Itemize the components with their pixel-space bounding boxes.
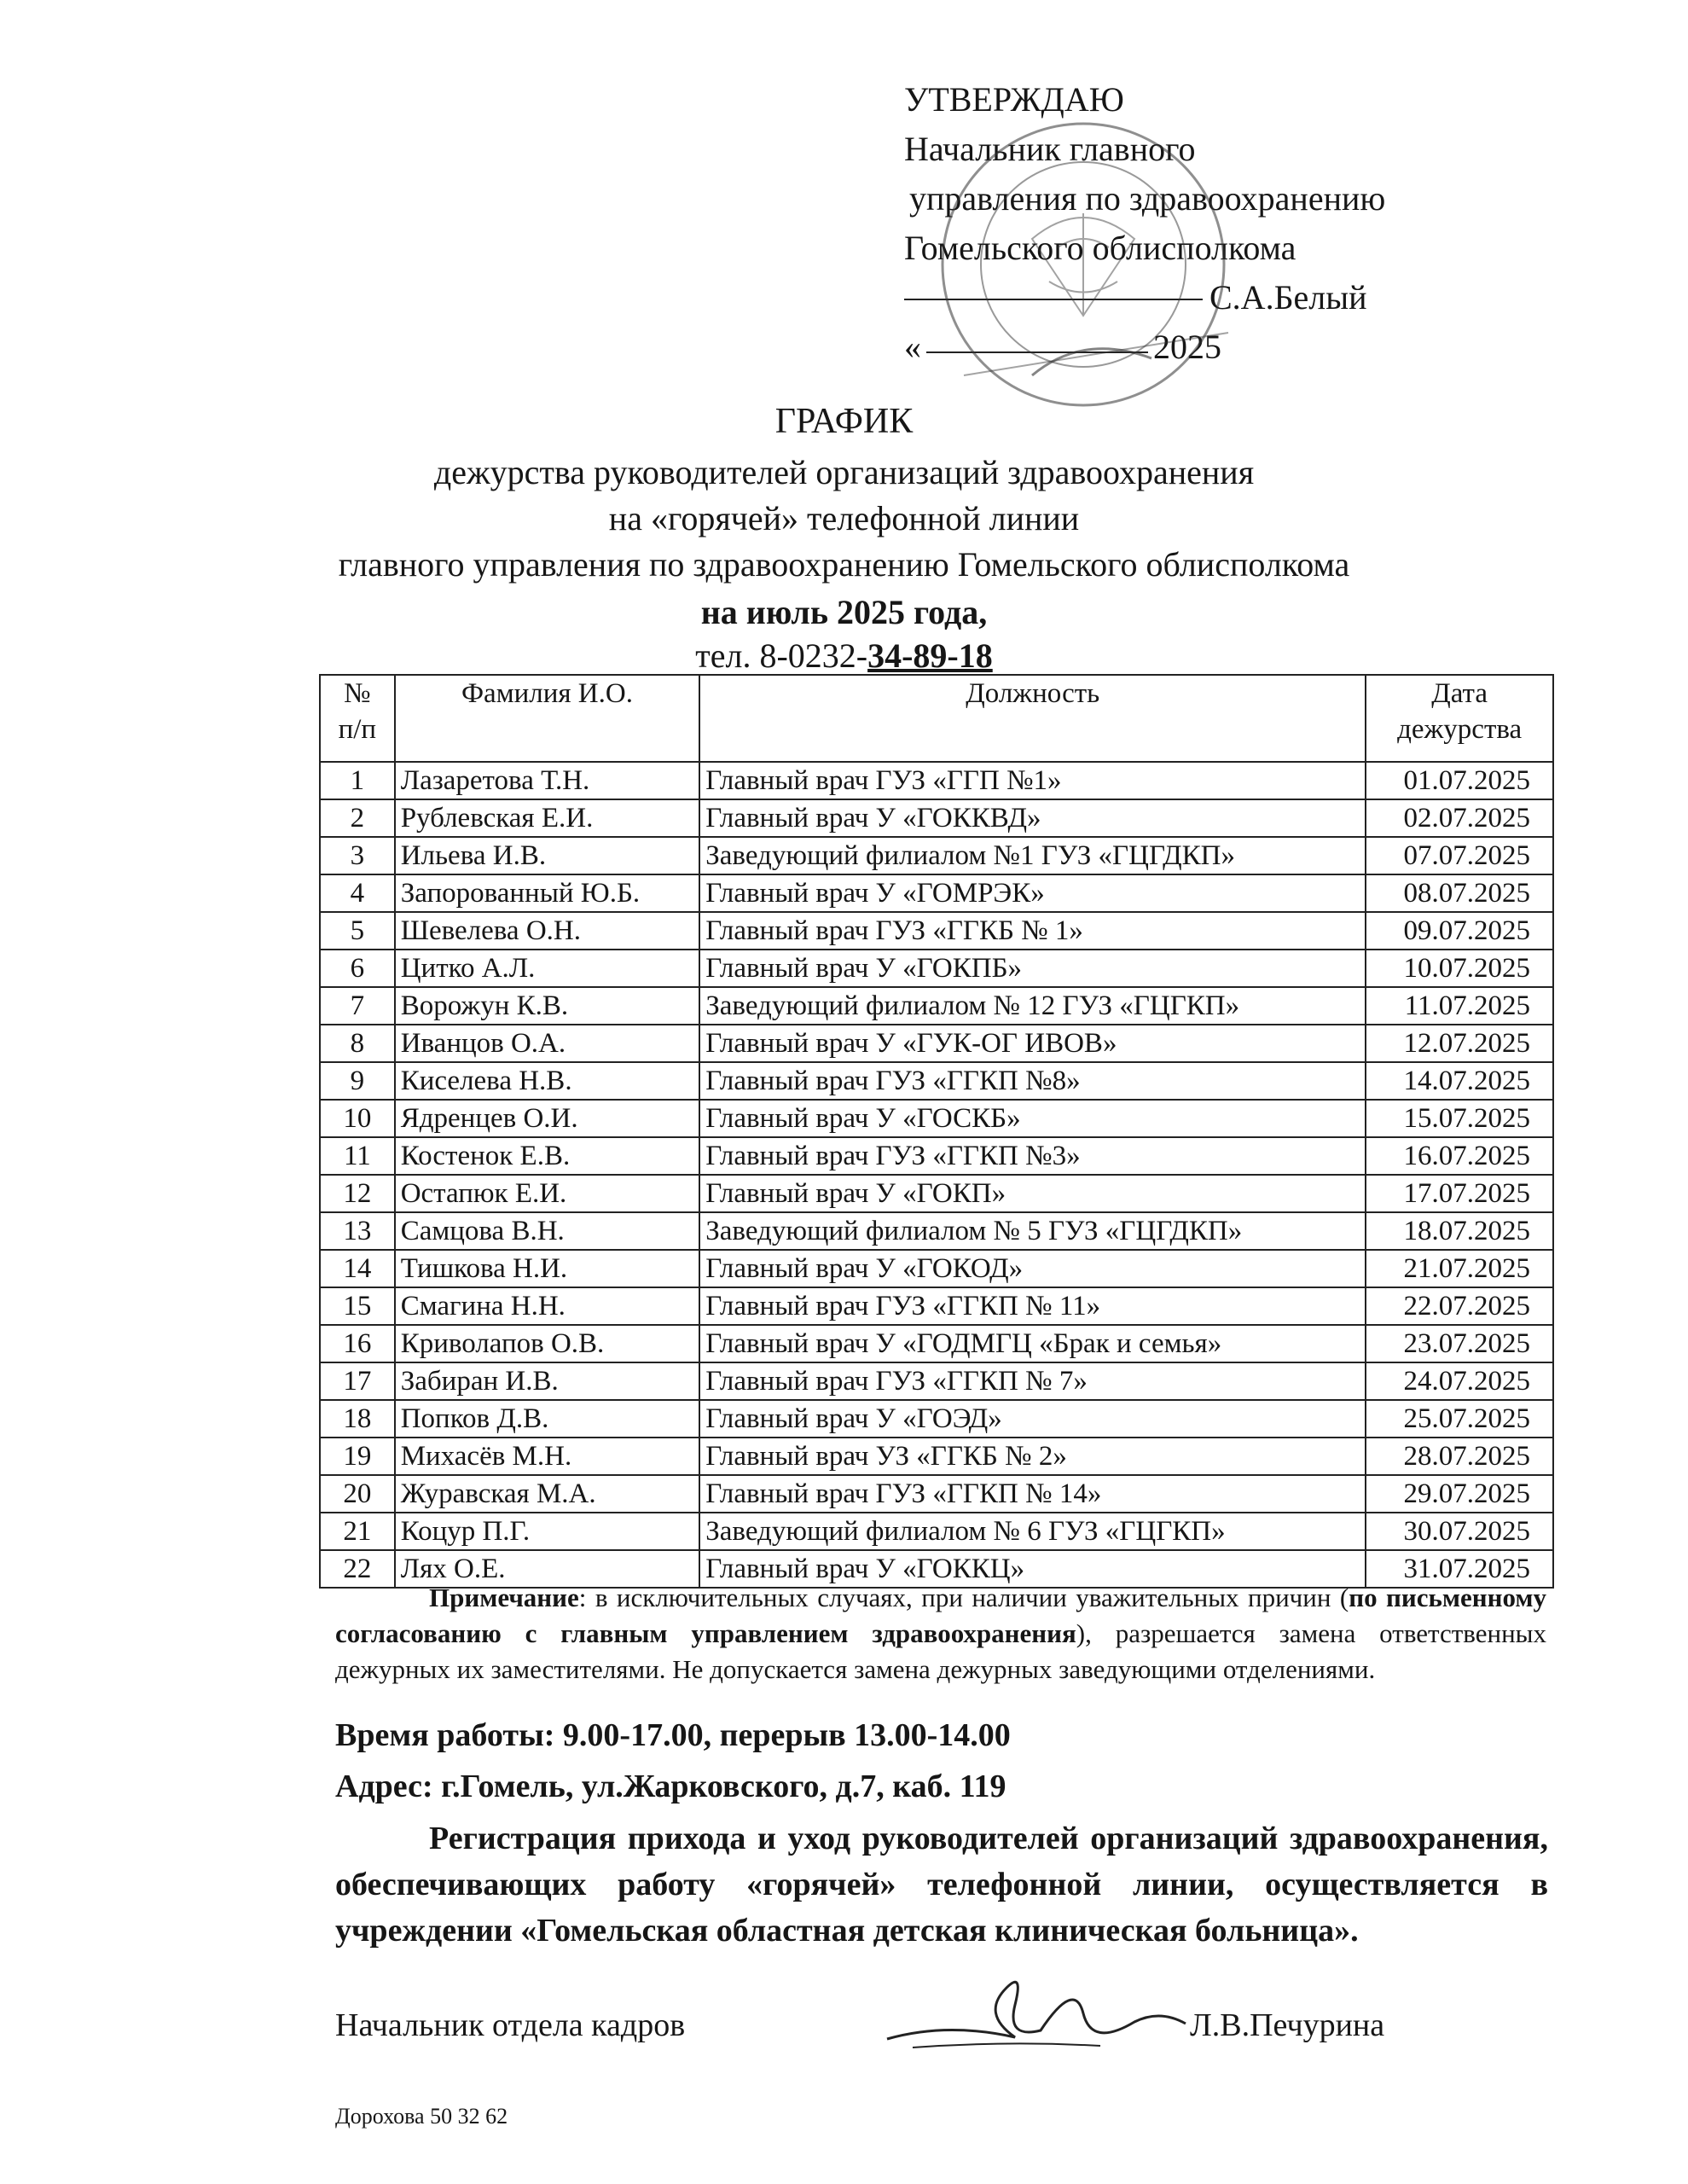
row-name: Лазаретова Т.Н.	[395, 762, 700, 799]
row-name: Смагина Н.Н.	[395, 1287, 700, 1325]
row-position: Главный врач ГУЗ «ГГКБ № 1»	[699, 912, 1366, 950]
row-num: 14	[320, 1250, 395, 1287]
header-name: Фамилия И.О.	[395, 675, 700, 762]
table-row	[320, 1362, 1553, 1400]
row-position: Главный врач У «ГОККВД»	[699, 799, 1366, 837]
row-date: 12.07.2025	[1366, 1025, 1553, 1062]
row-position: Главный врач УЗ «ГГКБ № 2»	[699, 1438, 1366, 1475]
row-date: 09.07.2025	[1366, 912, 1553, 950]
row-name: Михасёв М.Н.	[395, 1438, 700, 1475]
table-row	[320, 1100, 1553, 1137]
phone-prefix: тел. 8-0232-	[695, 636, 868, 675]
row-name: Ворожун К.В.	[395, 987, 700, 1025]
row-date: 28.07.2025	[1366, 1438, 1553, 1475]
row-position: Главный врач У «ГУК-ОГ ИВОВ»	[699, 1025, 1366, 1062]
row-name: Попков Д.В.	[395, 1400, 700, 1438]
row-date: 24.07.2025	[1366, 1362, 1553, 1400]
table-row	[320, 837, 1553, 874]
table-body	[320, 762, 1553, 1588]
row-date: 23.07.2025	[1366, 1325, 1553, 1362]
row-position: Главный врач У «ГОКОД»	[699, 1250, 1366, 1287]
registration-text: Регистрация прихода и уход руководителей организаций здравоохранения, обеспечивающих работу «горячей» телефонной линии, осуществляется в учреждении «Гомельская областная детская клиническая больница».	[335, 1821, 1548, 1949]
table-row	[320, 1400, 1553, 1438]
table-row	[320, 762, 1553, 799]
row-position: Главный врач У «ГОКПБ»	[699, 950, 1366, 987]
table-row	[320, 912, 1553, 950]
row-num: 6	[320, 950, 395, 987]
row-num: 15	[320, 1287, 395, 1325]
document-phone	[0, 636, 1688, 676]
address: Адрес: г.Гомель, ул.Жарковского, д.7, каб. 119	[335, 1769, 1006, 1804]
approval-line-1: Начальник главного	[904, 130, 1196, 168]
row-num: 13	[320, 1212, 395, 1250]
row-position: Заведующий филиалом № 5 ГУЗ «ГЦГДКП»	[699, 1212, 1366, 1250]
row-date: 11.07.2025	[1366, 987, 1553, 1025]
row-num: 22	[320, 1550, 395, 1588]
table-row	[320, 799, 1553, 837]
row-name: Цитко А.Л.	[395, 950, 700, 987]
row-num: 9	[320, 1062, 395, 1100]
row-name: Остапюк Е.И.	[395, 1175, 700, 1212]
row-num: 12	[320, 1175, 395, 1212]
row-date: 14.07.2025	[1366, 1062, 1553, 1100]
row-date: 15.07.2025	[1366, 1100, 1553, 1137]
row-name: Ядренцев О.И.	[395, 1100, 700, 1137]
row-position: Главный врач У «ГОЭД»	[699, 1400, 1366, 1438]
header-num: № п/п	[320, 675, 395, 762]
row-num: 4	[320, 874, 395, 912]
row-date: 10.07.2025	[1366, 950, 1553, 987]
row-position: Главный врач У «ГОККЦ»	[699, 1550, 1366, 1588]
document-subtitle-2: на «горячей» телефонной линии	[608, 499, 1080, 537]
official-seal-stamp	[930, 119, 1237, 410]
row-name: Самцова В.Н.	[395, 1212, 700, 1250]
table-row	[320, 1438, 1553, 1475]
row-position: Заведующий филиалом № 6 ГУЗ «ГЦГКП»	[699, 1513, 1366, 1550]
row-name: Лях О.Е.	[395, 1550, 700, 1588]
row-date: 17.07.2025	[1366, 1175, 1553, 1212]
header-date: Дата дежурства	[1366, 675, 1553, 762]
document-title: ГРАФИК	[774, 402, 914, 441]
table-row	[320, 1062, 1553, 1100]
row-name: Ильева И.В.	[395, 837, 700, 874]
row-position: Главный врач У «ГОДМГЦ «Брак и семья»	[699, 1325, 1366, 1362]
phone-number: 34-89-18	[867, 636, 993, 675]
approval-line-3: Гомельского облисполкома	[904, 229, 1296, 267]
row-date: 30.07.2025	[1366, 1513, 1553, 1550]
signature-name: Л.В.Печурина	[1190, 2007, 1385, 2043]
row-num: 3	[320, 837, 395, 874]
registration-paragraph	[335, 1815, 1548, 1954]
row-position: Заведующий филиалом №1 ГУЗ «ГЦГДКП»	[699, 837, 1366, 874]
row-num: 7	[320, 987, 395, 1025]
table-header-row	[320, 675, 1553, 762]
table-row	[320, 1175, 1553, 1212]
document-subtitle-3: главного управления по здравоохранению Гомельского облисполкома	[338, 545, 1350, 584]
row-position: Главный врач ГУЗ «ГГКП № 7»	[699, 1362, 1366, 1400]
note-bold: по письменному согласованию с главным управлением здравоохранения	[335, 1583, 1546, 1648]
row-name: Костенок Е.В.	[395, 1137, 700, 1175]
row-position: Заведующий филиалом № 12 ГУЗ «ГЦГКП»	[699, 987, 1366, 1025]
row-position: Главный врач ГУЗ «ГГКП №3»	[699, 1137, 1366, 1175]
row-num: 20	[320, 1475, 395, 1513]
row-name: Иванцов О.А.	[395, 1025, 700, 1062]
document-author: Дорохова 50 32 62	[335, 2104, 508, 2129]
table-row	[320, 1513, 1553, 1550]
row-date: 01.07.2025	[1366, 762, 1553, 799]
table-row	[320, 1250, 1553, 1287]
row-num: 19	[320, 1438, 395, 1475]
row-name: Журавская М.А.	[395, 1475, 700, 1513]
approval-line-2: управления по здравоохранению	[909, 179, 1386, 218]
row-position: Главный врач ГУЗ «ГГКП № 11»	[699, 1287, 1366, 1325]
row-name: Шевелева О.Н.	[395, 912, 700, 950]
row-name: Забиран И.В.	[395, 1362, 700, 1400]
header-position: Должность	[699, 675, 1366, 762]
working-hours: Время работы: 9.00-17.00, перерыв 13.00-14.00	[335, 1717, 1011, 1753]
table-row	[320, 1287, 1553, 1325]
table-row	[320, 1025, 1553, 1062]
approval-signer: С.А.Белый	[1209, 278, 1367, 317]
row-date: 02.07.2025	[1366, 799, 1553, 837]
row-num: 8	[320, 1025, 395, 1062]
table-row	[320, 987, 1553, 1025]
table-row	[320, 1212, 1553, 1250]
row-position: Главный врач ГУЗ «ГГКП № 14»	[699, 1475, 1366, 1513]
row-name: Киселева Н.В.	[395, 1062, 700, 1100]
document-period: на июль 2025 года,	[700, 593, 988, 631]
table-row	[320, 1325, 1553, 1362]
table-row	[320, 1137, 1553, 1175]
row-num: 10	[320, 1100, 395, 1137]
row-num: 21	[320, 1513, 395, 1550]
row-date: 21.07.2025	[1366, 1250, 1553, 1287]
row-position: Главный врач У «ГОСКБ»	[699, 1100, 1366, 1137]
row-num: 17	[320, 1362, 395, 1400]
duty-schedule-table	[319, 674, 1554, 1589]
row-num: 1	[320, 762, 395, 799]
row-name: Рублевская Е.И.	[395, 799, 700, 837]
row-date: 16.07.2025	[1366, 1137, 1553, 1175]
row-date: 25.07.2025	[1366, 1400, 1553, 1438]
row-position: Главный врач ГУЗ «ГГП №1»	[699, 762, 1366, 799]
row-num: 11	[320, 1137, 395, 1175]
handwritten-signature	[879, 1962, 1194, 2065]
table-row	[320, 950, 1553, 987]
row-name: Криволапов О.В.	[395, 1325, 700, 1362]
note-paragraph	[335, 1580, 1546, 1687]
row-date: 31.07.2025	[1366, 1550, 1553, 1588]
row-num: 16	[320, 1325, 395, 1362]
note-text-2: ), разрешается замена ответственных дежурных их заместителями. Не допускается замена дежурных заведующими отделениями.	[335, 1618, 1546, 1684]
approval-date-open: «	[904, 328, 921, 366]
row-num: 18	[320, 1400, 395, 1438]
row-position: Главный врач ГУЗ «ГГКП №8»	[699, 1062, 1366, 1100]
table-row	[320, 874, 1553, 912]
row-position: Главный врач У «ГОКП»	[699, 1175, 1366, 1212]
row-num: 2	[320, 799, 395, 837]
row-name: Коцур П.Г.	[395, 1513, 700, 1550]
row-date: 07.07.2025	[1366, 837, 1553, 874]
note-text-1: : в исключительных случаях, при наличии уважительных причин (	[578, 1583, 1349, 1612]
signature-title: Начальник отдела кадров	[335, 2007, 686, 2043]
row-num: 5	[320, 912, 395, 950]
row-position: Главный врач У «ГОМРЭК»	[699, 874, 1366, 912]
row-date: 18.07.2025	[1366, 1212, 1553, 1250]
approval-heading: УТВЕРЖДАЮ	[904, 80, 1124, 119]
row-name: Запорованный Ю.Б.	[395, 874, 700, 912]
row-name: Тишкова Н.И.	[395, 1250, 700, 1287]
row-date: 29.07.2025	[1366, 1475, 1553, 1513]
document-subtitle-1: дежурства руководителей организаций здравоохранения	[433, 453, 1255, 491]
row-date: 22.07.2025	[1366, 1287, 1553, 1325]
note-label: Примечание	[429, 1583, 579, 1612]
approval-date-year: 2025	[1153, 328, 1221, 366]
table-row	[320, 1475, 1553, 1513]
row-date: 08.07.2025	[1366, 874, 1553, 912]
